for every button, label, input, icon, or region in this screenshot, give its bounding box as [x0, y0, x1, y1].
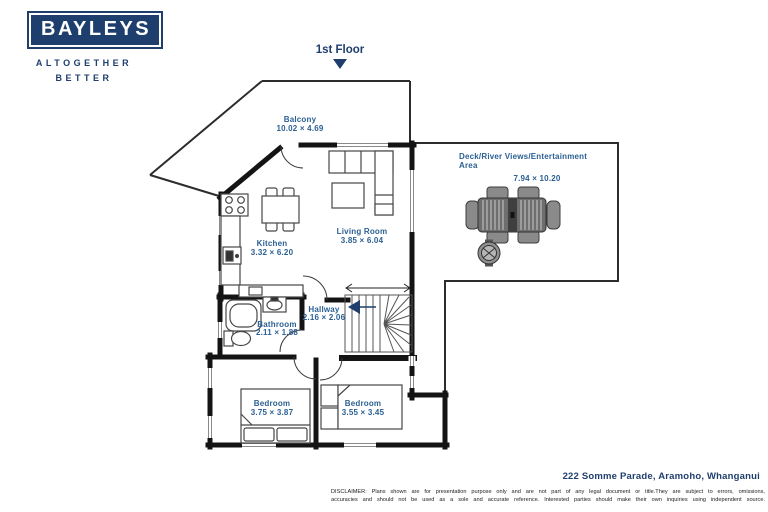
- bathroom-label: Bathroom: [257, 320, 297, 329]
- dining-table: [262, 188, 299, 231]
- bedroom-left-dims: 3.75 × 3.87: [250, 408, 294, 417]
- property-address: 222 Somme Parade, Aramoho, Whanganui: [562, 471, 760, 482]
- bedroom-left-label: Bedroom: [253, 399, 291, 408]
- bedroom-right-label: Bedroom: [344, 399, 382, 408]
- bedroom-left-door: [294, 357, 316, 379]
- living-room-deck-door-window: [409, 170, 416, 232]
- bathroom-window: [217, 322, 224, 338]
- deck-label-line1: Deck/River Views/Entertainment: [459, 152, 588, 161]
- living-room-dims: 3.85 × 6.04: [340, 236, 384, 245]
- bedroom-right-door: [320, 358, 342, 380]
- doors: [280, 146, 342, 380]
- balcony-dims: 10.02 × 4.69: [276, 124, 324, 133]
- bathroom-dims: 2.11 × 1.88: [255, 328, 299, 337]
- deck-dims: 7.94 × 10.20: [513, 174, 561, 183]
- hallway-dims: 2.16 × 2.06: [302, 313, 346, 322]
- toilet-bowl: [232, 332, 251, 346]
- stove: [221, 194, 248, 216]
- hallway-label: Hallway: [308, 305, 340, 314]
- bbq: [478, 240, 500, 267]
- balcony-outline: [150, 81, 410, 196]
- deck-table-set: [466, 187, 560, 243]
- floor-title: 1st Floor: [315, 44, 365, 56]
- stairs-span-arrow: [346, 284, 410, 292]
- disclaimer-text: [331, 489, 765, 504]
- bedroom-right-dims: 3.55 × 3.45: [341, 408, 385, 417]
- balcony-door: [281, 146, 303, 168]
- room-labels: [251, 115, 587, 417]
- brand-tagline-line2: BETTER: [55, 73, 113, 83]
- bayleys-logo-text: BAYLEYS: [31, 15, 159, 45]
- bathtub: [226, 300, 261, 331]
- balcony-label: Balcony: [283, 115, 317, 124]
- brand-tagline-line1: ALTOGETHER: [35, 58, 133, 68]
- disclaimer-line1: DISCLAIMER: Plans shown are for presentation purpose only and are not part of any legal document or title.They are subject to errors, omissions,: [331, 489, 765, 495]
- living-room-window: [337, 142, 388, 149]
- coffee-table: [332, 183, 364, 208]
- hallway-living-door: [303, 276, 327, 300]
- disclaimer-line2: accuracies and should not be used as a sole and accurate reference. Interested parties should make their own inquiries using independent source.: [331, 496, 765, 503]
- kitchen-label: Kitchen: [256, 239, 288, 248]
- living-room-label: Living Room: [336, 227, 388, 236]
- kitchen-dims: 3.32 × 6.20: [250, 248, 294, 257]
- deck-label-line2: Area: [459, 161, 478, 170]
